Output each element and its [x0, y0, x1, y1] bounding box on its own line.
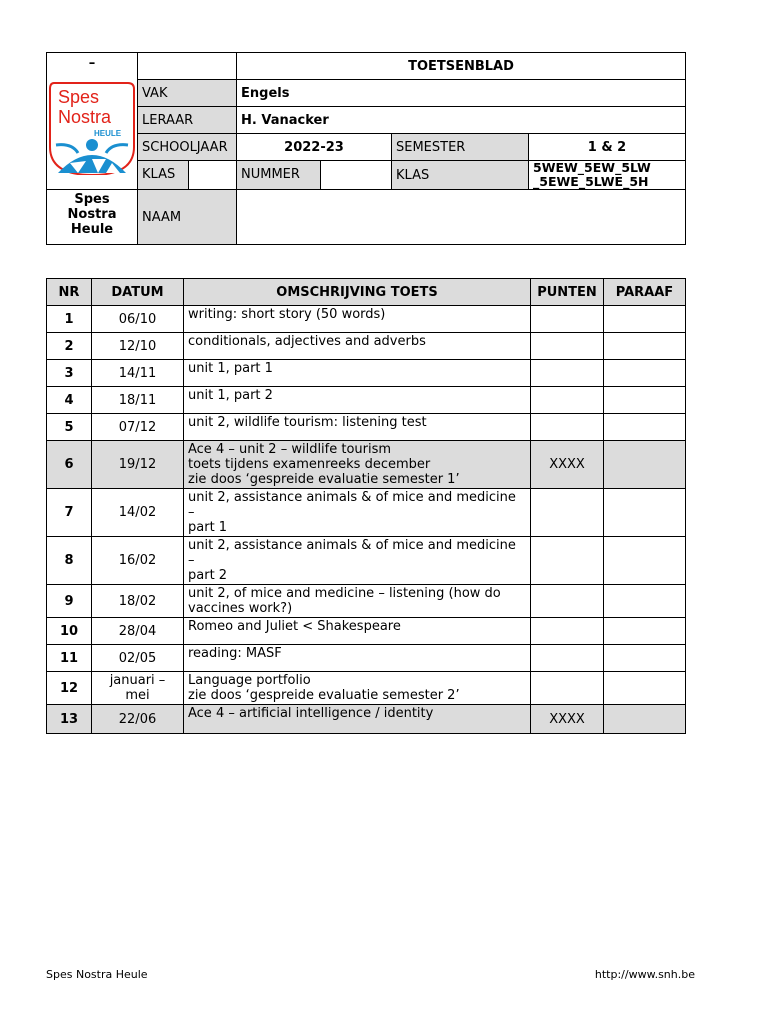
- header-nr: NR: [47, 279, 92, 306]
- row-punten[interactable]: [531, 585, 604, 618]
- row-omschrijving: unit 2, assistance animals & of mice and medicine – part 1: [184, 489, 531, 537]
- table-row: [47, 618, 686, 645]
- document-title: TOETSENBLAD: [237, 53, 686, 80]
- row-nr: 1: [47, 306, 92, 333]
- header-omschrijving: OMSCHRIJVING TOETS: [184, 279, 531, 306]
- table-row: [47, 333, 686, 360]
- row-omschrijving: unit 2, of mice and medicine – listening (how do vaccines work?): [184, 585, 531, 618]
- nummer-field[interactable]: [321, 161, 391, 189]
- row-punten[interactable]: [531, 414, 604, 441]
- row-punten[interactable]: [531, 645, 604, 672]
- row-omschrijving: conditionals, adjectives and adverbs: [184, 333, 531, 360]
- row-datum: 12/10: [92, 333, 184, 360]
- header-punten: PUNTEN: [531, 279, 604, 306]
- row-nr: 13: [47, 705, 92, 734]
- klas-field[interactable]: [189, 161, 236, 189]
- table-row: [47, 489, 686, 537]
- row-omschrijving: unit 1, part 2: [184, 387, 531, 414]
- schooljaar-label: SCHOOLJAAR: [138, 134, 237, 161]
- row-datum: januari – mei: [92, 672, 184, 705]
- table-row: [47, 672, 686, 705]
- semester-value: 1 & 2: [529, 134, 686, 161]
- row-datum: 16/02: [92, 537, 184, 585]
- row-omschrijving: Ace 4 – unit 2 – wildlife tourism toets tijdens examenreeks december zie doos ‘gespreide evaluatie semester 1’: [184, 441, 531, 489]
- klas-label: KLAS: [138, 161, 189, 189]
- table-row: [47, 645, 686, 672]
- school-name: Spes Nostra Heule: [47, 190, 138, 245]
- row-punten[interactable]: XXXX: [531, 705, 604, 734]
- row-datum: 18/02: [92, 585, 184, 618]
- row-punten[interactable]: [531, 618, 604, 645]
- row-punten[interactable]: [531, 360, 604, 387]
- klas-cell: [138, 161, 237, 190]
- table-body: [47, 306, 686, 734]
- row-paraaf[interactable]: [604, 441, 686, 489]
- empty-cell: [138, 53, 237, 80]
- table-row: [47, 387, 686, 414]
- row-paraaf[interactable]: [604, 705, 686, 734]
- klas2-label: KLAS: [392, 161, 529, 190]
- row-datum: 14/02: [92, 489, 184, 537]
- row-punten[interactable]: [531, 387, 604, 414]
- row-datum: 06/10: [92, 306, 184, 333]
- row-nr: 7: [47, 489, 92, 537]
- row-omschrijving: unit 2, wildlife tourism: listening test: [184, 414, 531, 441]
- row-paraaf[interactable]: [604, 645, 686, 672]
- row-nr: 8: [47, 537, 92, 585]
- naam-field[interactable]: [237, 190, 686, 245]
- row-omschrijving: Ace 4 – artificial intelligence / identity: [184, 705, 531, 734]
- row-paraaf[interactable]: [604, 489, 686, 537]
- row-omschrijving: writing: short story (50 words): [184, 306, 531, 333]
- table-row: [47, 705, 686, 734]
- row-punten[interactable]: XXXX: [531, 441, 604, 489]
- header-table: [46, 52, 686, 245]
- row-datum: 22/06: [92, 705, 184, 734]
- table-row: [47, 537, 686, 585]
- nummer-cell: [237, 161, 392, 190]
- row-nr: 4: [47, 387, 92, 414]
- table-row: [47, 585, 686, 618]
- footer-url[interactable]: http://www.snh.be: [594, 968, 695, 981]
- row-nr: 2: [47, 333, 92, 360]
- row-punten[interactable]: [531, 333, 604, 360]
- row-nr: 9: [47, 585, 92, 618]
- row-paraaf[interactable]: [604, 672, 686, 705]
- schooljaar-value: 2022-23: [237, 134, 392, 161]
- row-omschrijving: reading: MASF: [184, 645, 531, 672]
- logo-text-line3: HEULE: [94, 129, 122, 138]
- row-datum: 28/04: [92, 618, 184, 645]
- table-header-row: [47, 279, 686, 306]
- row-nr: 10: [47, 618, 92, 645]
- footer-school: Spes Nostra Heule: [46, 968, 148, 981]
- table-row: [47, 306, 686, 333]
- klas2-value: 5WEW_5EW_5LW _5EWE_5LWE_5H: [529, 161, 686, 190]
- header-datum: DATUM: [92, 279, 184, 306]
- row-nr: 3: [47, 360, 92, 387]
- row-datum: 07/12: [92, 414, 184, 441]
- vak-value: Engels: [237, 80, 686, 107]
- tests-table: [46, 278, 686, 734]
- row-datum: 18/11: [92, 387, 184, 414]
- table-row: [47, 441, 686, 489]
- logo-text-line2: Nostra: [58, 107, 112, 127]
- row-nr: 5: [47, 414, 92, 441]
- row-nr: 11: [47, 645, 92, 672]
- row-nr: 12: [47, 672, 92, 705]
- header-paraaf: PARAAF: [604, 279, 686, 306]
- logo-text-line1: Spes: [58, 87, 100, 107]
- row-punten[interactable]: [531, 672, 604, 705]
- row-omschrijving: Romeo and Juliet < Shakespeare: [184, 618, 531, 645]
- row-datum: 19/12: [92, 441, 184, 489]
- table-row: [47, 414, 686, 441]
- row-paraaf[interactable]: [604, 618, 686, 645]
- row-punten[interactable]: [531, 489, 604, 537]
- row-nr: 6: [47, 441, 92, 489]
- row-datum: 02/05: [92, 645, 184, 672]
- naam-label: NAAM: [138, 190, 237, 245]
- semester-label: SEMESTER: [392, 134, 529, 161]
- row-paraaf[interactable]: [604, 387, 686, 414]
- table-row: [47, 360, 686, 387]
- row-paraaf[interactable]: [604, 306, 686, 333]
- row-omschrijving: Language portfolio zie doos ‘gespreide evaluatie semester 2’: [184, 672, 531, 705]
- vak-label: VAK: [138, 80, 237, 107]
- row-paraaf[interactable]: [604, 414, 686, 441]
- row-omschrijving: unit 2, assistance animals & of mice and medicine – part 2: [184, 537, 531, 585]
- row-datum: 14/11: [92, 360, 184, 387]
- row-paraaf[interactable]: [604, 537, 686, 585]
- nummer-label: NUMMER: [237, 161, 321, 189]
- leraar-label: LERAAR: [138, 107, 237, 134]
- row-paraaf[interactable]: [604, 333, 686, 360]
- row-paraaf[interactable]: [604, 360, 686, 387]
- row-paraaf[interactable]: [604, 585, 686, 618]
- logo-cell: [47, 53, 138, 190]
- school-logo: [48, 79, 136, 175]
- row-punten[interactable]: [531, 537, 604, 585]
- row-punten[interactable]: [531, 306, 604, 333]
- dash-text: –: [88, 56, 96, 71]
- row-omschrijving: unit 1, part 1: [184, 360, 531, 387]
- leraar-value: H. Vanacker: [237, 107, 686, 134]
